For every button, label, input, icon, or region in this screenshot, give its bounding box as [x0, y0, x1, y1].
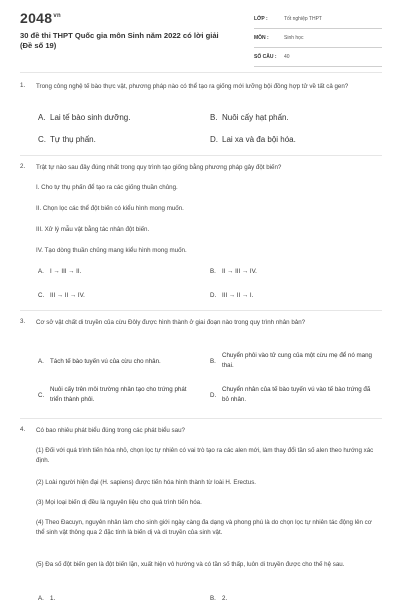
question-text: Cơ sở vật chất di truyền của cừu Đôly được hình thành ở giai đoạn nào trong quy trình nhân bản?	[36, 319, 306, 326]
option-a[interactable]	[38, 594, 203, 604]
question-text: Trật tự nào sau đây đúng nhất trong quy trình tạo giống bằng phương pháp gây đột biến?	[36, 164, 282, 171]
option-b[interactable]	[210, 113, 375, 125]
option-text: Nuôi cấy trên môi trường nhân tạo cho trứng phát triển thành phôi.	[50, 386, 187, 403]
option-letter: B.	[210, 358, 216, 365]
option-letter: A.	[38, 113, 46, 122]
question-text: Trong công nghệ tế bào thực vật, phương pháp nào có thể tạo ra giống mới lưỡng bội đồng hợp tử về tất cả gen?	[36, 83, 349, 90]
option-a[interactable]	[38, 267, 203, 277]
meta-row-subject	[254, 31, 382, 48]
option-a[interactable]	[38, 357, 203, 367]
option-letter: B.	[210, 113, 218, 122]
meta-row-class	[254, 12, 382, 29]
meta-row-count	[254, 50, 382, 67]
option-text: 1.	[50, 595, 56, 602]
statement: (5) Đa số đột biến gen là đột biến lặn, xuất hiện vô hướng và có tần số thấp, luôn di truyền được cho thế hệ sau.	[36, 561, 345, 568]
meta-value: Sinh học	[284, 35, 304, 41]
question-number: 4.	[20, 426, 26, 433]
option-letter: A.	[38, 595, 44, 602]
option-text: Tự thụ phấn.	[50, 135, 96, 144]
meta-value: 40	[284, 54, 290, 60]
option-c[interactable]	[38, 291, 203, 301]
option-text: Nuôi cấy hạt phấn.	[222, 113, 289, 122]
option-d[interactable]	[210, 135, 375, 147]
meta-panel	[254, 12, 382, 69]
option-b[interactable]	[210, 594, 375, 604]
site-logo[interactable]	[20, 10, 61, 26]
page-header	[0, 0, 400, 72]
divider	[20, 310, 382, 311]
question-number: 2.	[20, 163, 26, 170]
meta-key: SỐ CÂU :	[254, 54, 277, 60]
option-letter: B.	[210, 268, 216, 275]
statement: IV. Tạo dòng thuần chủng mang kiểu hình mong muốn.	[36, 247, 187, 254]
option-a[interactable]	[38, 113, 203, 125]
option-text: Lai tế bào sinh dưỡng.	[50, 113, 131, 122]
statement: I. Cho tự thụ phấn để tạo ra các giống thuần chủng.	[36, 184, 178, 191]
option-letter: D.	[210, 292, 217, 299]
meta-value: Tốt nghiệp THPT	[284, 16, 322, 22]
option-text: I → III → II.	[50, 268, 82, 275]
meta-key: MÔN :	[254, 35, 269, 41]
question-text: Có bao nhiêu phát biểu đúng trong các phát biểu sau?	[36, 427, 185, 434]
option-text: Lai xa và đa bội hóa.	[222, 135, 296, 144]
option-b[interactable]	[210, 267, 375, 277]
question-number: 3.	[20, 318, 26, 325]
statement: II. Chọn lọc các thể đột biến có kiểu hình mong muốn.	[36, 205, 184, 212]
option-text: III → II → I.	[222, 292, 254, 299]
divider	[20, 155, 382, 156]
option-letter: C.	[38, 292, 45, 299]
question-3	[20, 318, 382, 413]
statement: (2) Loài người hiện đại (H. sapiens) được tiến hóa hình thành từ loài H. Erectus.	[36, 479, 257, 486]
option-text: Tách tế bào tuyến vú của cừu cho nhân.	[50, 358, 161, 365]
option-letter: A.	[38, 358, 44, 365]
option-text: III → II → IV.	[50, 292, 85, 299]
option-d[interactable]	[210, 291, 375, 301]
option-text: Chuyển phôi vào tử cung của một cừu mẹ để nó mang thai.	[222, 352, 372, 369]
option-letter: C.	[38, 135, 46, 144]
logo-text: 2048	[20, 10, 53, 26]
option-c[interactable]	[38, 135, 203, 147]
question-1	[20, 82, 382, 152]
statement: (1) Đối với quá trình tiến hóa nhỏ, chọn lọc tự nhiên có vai trò tạo ra các alen mới, làm thay đổi tần số alen theo hướng xác định.	[36, 447, 374, 464]
statement: (3) Mọi loại biến dị đều là nguyên liệu cho quá trình tiến hóa.	[36, 499, 202, 506]
statement: III. Xử lý mẫu vật bằng tác nhân đột biến.	[36, 226, 150, 233]
option-letter: D.	[210, 135, 218, 144]
option-text: Chuyển nhân của tế bào tuyến vú vào tế bào trứng đã bỏ nhân.	[222, 386, 371, 403]
option-c[interactable]	[38, 385, 203, 405]
divider	[20, 72, 382, 73]
question-4	[20, 426, 382, 600]
option-d[interactable]	[210, 385, 382, 405]
document-title: 30 đề thi THPT Quốc gia môn Sinh năm 2022 có lời giải (Đề số 19)	[20, 31, 219, 50]
statement: (4) Theo Đacuyn, nguyên nhân làm cho sinh giới ngày càng đa dạng và phong phú là do chọn lọc tự nhiên tác động lên cơ thể sinh vật thông qua 2 đặc tính là biến dị và di truyền của sinh vật.	[36, 519, 372, 536]
option-text: II → III → IV.	[222, 268, 257, 275]
option-b[interactable]	[210, 351, 382, 371]
divider	[20, 418, 382, 419]
option-text: 2.	[222, 595, 228, 602]
option-letter: C.	[38, 392, 45, 399]
option-letter: D.	[210, 392, 217, 399]
option-letter: A.	[38, 268, 44, 275]
logo-suffix: vn	[53, 13, 61, 19]
option-letter: B.	[210, 595, 216, 602]
question-number: 1.	[20, 82, 26, 89]
question-2	[20, 163, 382, 308]
meta-key: LỚP :	[254, 16, 268, 22]
